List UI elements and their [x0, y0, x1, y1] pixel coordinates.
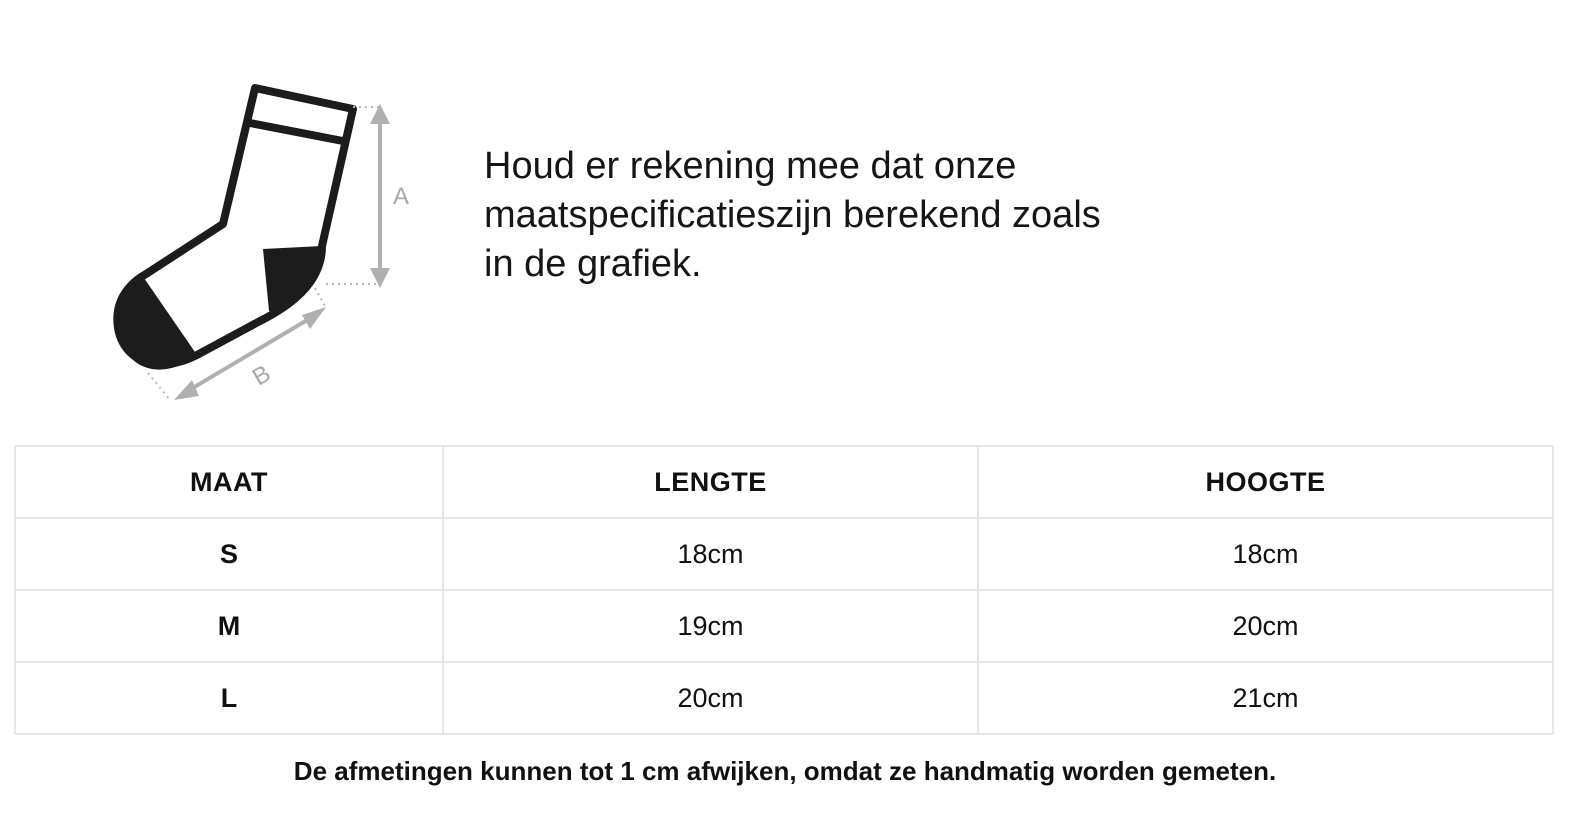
height-cell: 20cm — [978, 590, 1553, 662]
header-size: MAAT — [15, 446, 443, 518]
table-header-row — [15, 446, 1553, 518]
intro-line: maatspecificatieszijn berekend zoals — [484, 194, 1101, 236]
size-table — [14, 445, 1554, 735]
intro-line: Houd er rekening mee dat onze — [484, 145, 1017, 187]
height-cell: 18cm — [978, 518, 1553, 590]
footnote: De afmetingen kunnen tot 1 cm afwijken, omdat ze handmatig worden gemeten. — [293, 756, 1277, 786]
length-cell: 20cm — [443, 662, 978, 734]
intro-paragraph — [484, 142, 1244, 289]
table-row — [15, 590, 1553, 662]
height-cell: 21cm — [978, 662, 1553, 734]
label-a: A — [392, 183, 410, 210]
guide-heel — [315, 288, 325, 306]
header-length: LENGTE — [443, 446, 978, 518]
header-height: HOOGTE — [978, 446, 1553, 518]
arrow-a — [370, 104, 390, 288]
size-cell: L — [15, 662, 443, 734]
table-row — [15, 662, 1553, 734]
guide-toe — [148, 373, 170, 400]
length-cell: 18cm — [443, 518, 978, 590]
size-cell: S — [15, 518, 443, 590]
sock-size-diagram — [100, 78, 430, 408]
size-cell: M — [15, 590, 443, 662]
label-b: B — [248, 359, 276, 392]
intro-line: in de grafiek. — [484, 243, 702, 285]
table-row — [15, 518, 1553, 590]
sock-illustration — [100, 78, 430, 408]
cuff-line — [250, 123, 348, 142]
length-cell: 19cm — [443, 590, 978, 662]
